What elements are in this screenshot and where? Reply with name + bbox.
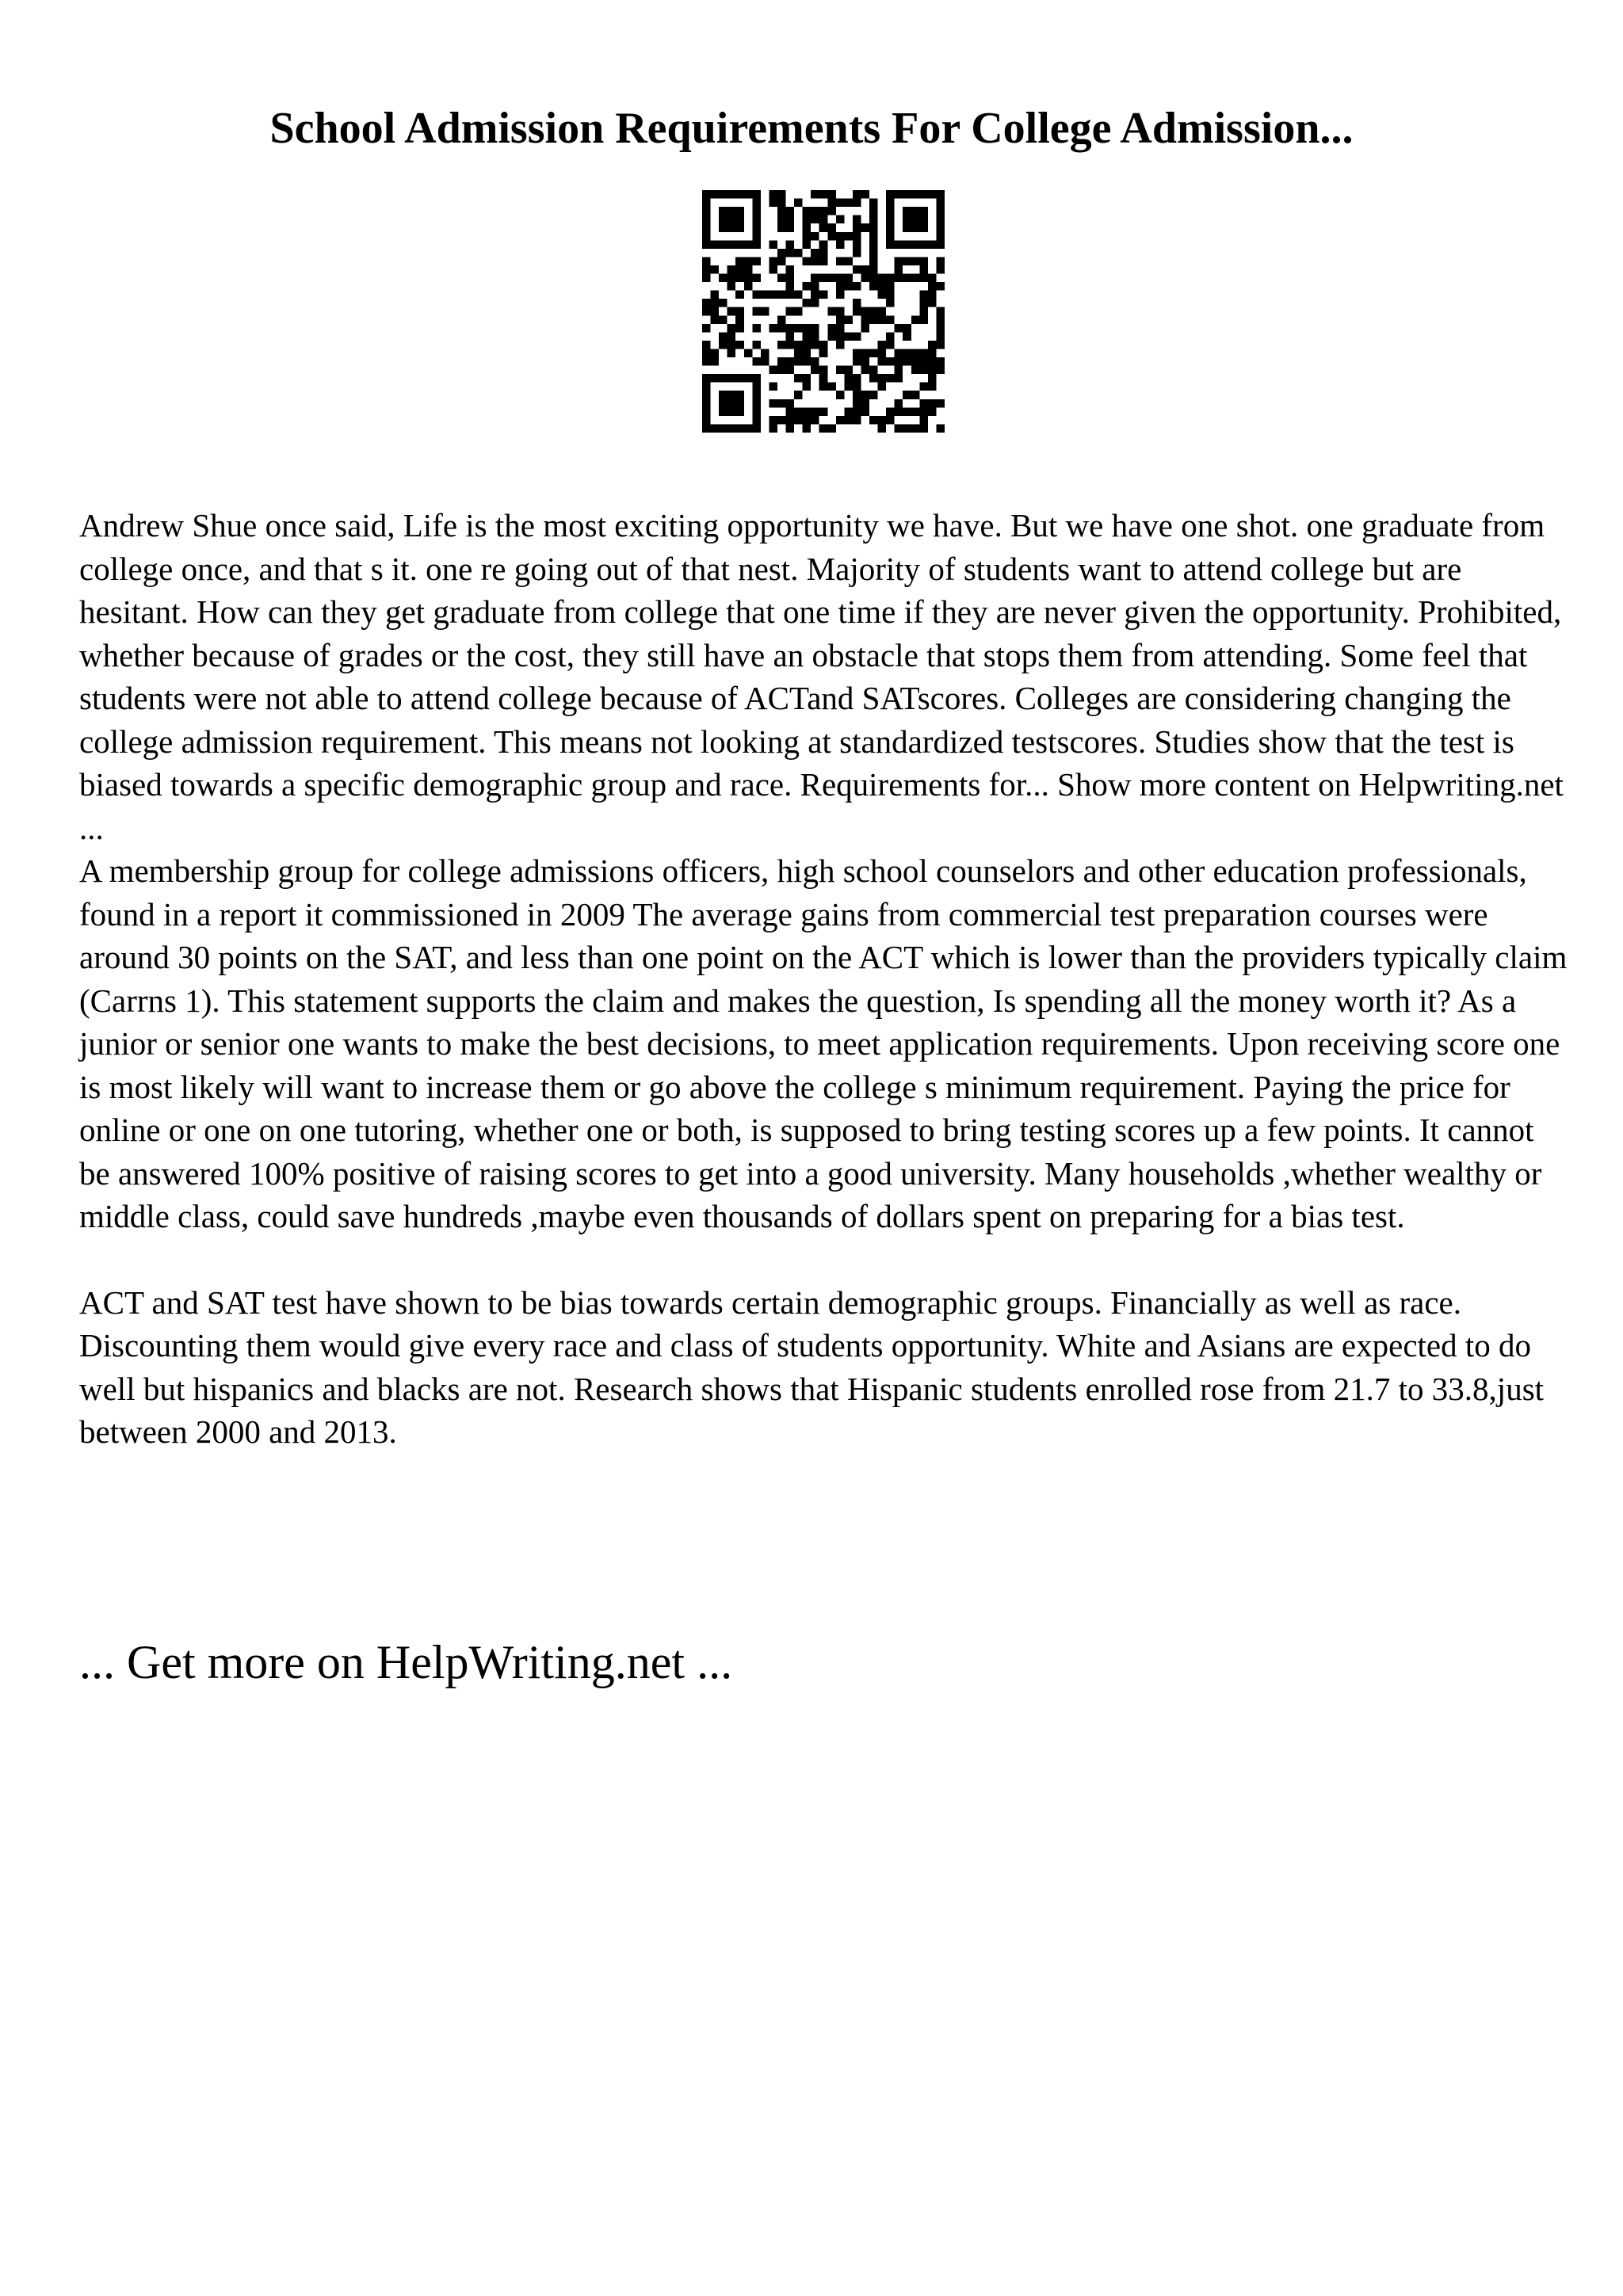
- qr-code-icon: [702, 190, 945, 433]
- get-more-link[interactable]: ... Get more on HelpWriting.net ...: [79, 1636, 733, 1688]
- paragraph-intro: Andrew Shue once said, Life is the most exciting opportunity we have. But we have one shot. one graduate from college once, and that s it. one re going out of that nest. Majority of students want to attend college but are hesitant. How can they get graduate from college that one time if they are never given the opportunity. Prohibited, whether because of grades or the cost, they still have an obstacle that stops them from attending. Some feel that students were not able to attend college because of ACTand SATscores. Colleges are considering changing the college admission requirement. This means not looking at standardized testscores. Studies show that the test is biased towards a specific demographic group and race. Requirements for... Show more content on Helpwriting.net ...: [79, 507, 1564, 846]
- document-title: School Admission Requirements For College Admission...: [269, 104, 1354, 153]
- paragraph-test-prep: A membership group for college admissions officers, high school counselors and other education professionals, found in a report it commissioned in 2009 The average gains from commercial test preparation courses were around 30 points on the SAT, and less than one point on the ACT which is lower than the providers typically claim (Carrns 1). This statement supports the claim and makes the question, Is spending all the money worth it? As a junior or senior one wants to make the best decisions, to meet application requirements. Upon receiving score one is most likely will want to increase them or go above the college s minimum requirement. Paying the price for online or one on one tutoring, whether one or both, is supposed to bring testing scores up a few points. It cannot be answered 100% positive of raising scores to get into a good university. Many households ,whether wealthy or middle class, could save hundreds ,maybe even thousands of dollars spent on preparing for a bias test.: [79, 852, 1568, 1234]
- article-body: [79, 504, 1569, 1454]
- paragraph-bias: ACT and SAT test have shown to be bias towards certain demographic groups. Financially as well as race. Discounting them would give every race and class of students opportunity. White and Asians are expected to do well but hispanics and blacks are not. Research shows that Hispanic students enrolled rose from 21.7 to 33.8,just between 2000 and 2013.: [79, 1283, 1545, 1450]
